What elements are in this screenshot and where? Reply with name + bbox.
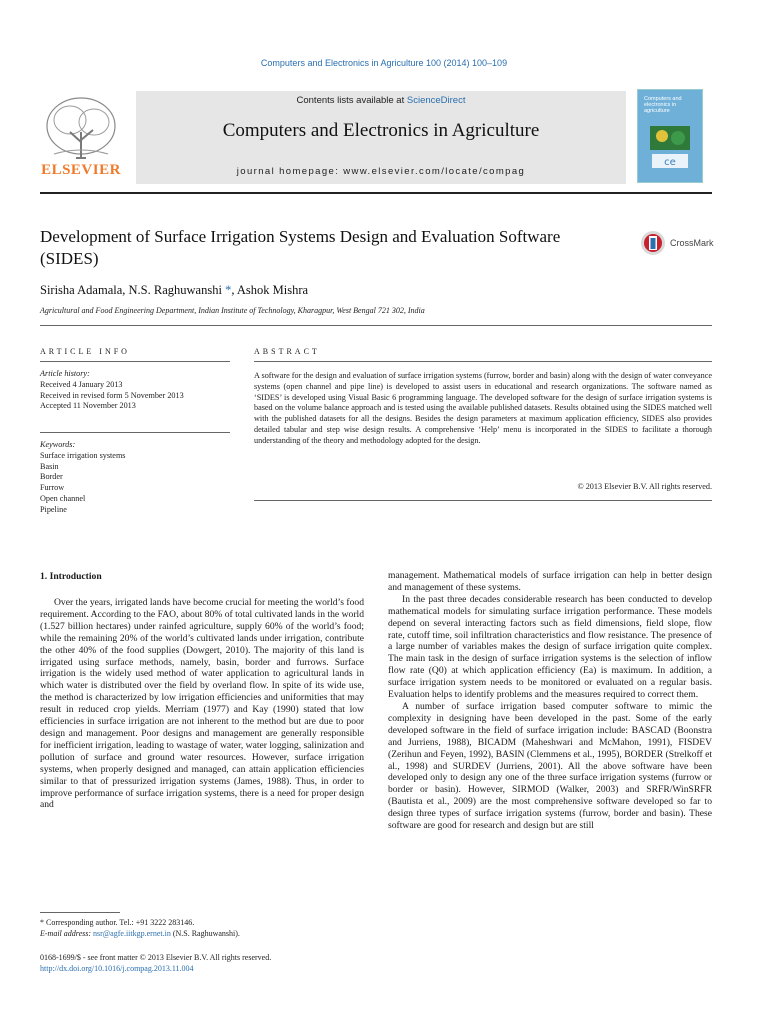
abstract-rule-bottom xyxy=(254,500,712,501)
front-matter-line: 0168-1699/$ - see front matter © 2013 Elsevier B.V. All rights reserved. xyxy=(40,953,272,962)
keyword-item: Furrow xyxy=(40,483,65,493)
abstract-heading: ABSTRACT xyxy=(254,347,320,356)
corresponding-author-note: * Corresponding author. Tel.: +91 3222 283146. xyxy=(40,918,195,927)
keywords xyxy=(40,440,230,516)
crossmark-icon[interactable] xyxy=(640,230,666,256)
journal-cover-thumbnail[interactable] xyxy=(637,89,703,183)
affiliation: Agricultural and Food Engineering Department, Indian Institute of Technology, Kharagpur, West Bengal 721 302, India xyxy=(40,306,425,315)
history-label: Article history: xyxy=(40,369,90,378)
contents-prefix: Contents lists available at xyxy=(296,95,407,106)
sciencedirect-link[interactable]: ScienceDirect xyxy=(406,95,466,106)
keywords-rule xyxy=(40,432,230,433)
intro-paragraph-3: In the past three decades considerable research has been conducted to develop mathematical models for simulating surface irrigation performance. These models depend on several interacting factors such as field dimensions, field slope, flow rate, cutoff time, soil infiltration characteristics and flow resistance. The presence of a large number of variables makes the design of surface irrigation quite complex. The main task in the design of surface irrigation systems is the selection of inflow flow rate (Q0) at which application efficiency (Ea) is maximum. In addition, a surface irrigation system needs to be monitored or evaluated on a regular basis. Evaluation helps to identify problems and the measures required to correct them. xyxy=(388,593,712,701)
journal-title: Computers and Electronics in Agriculture xyxy=(222,120,540,141)
section-heading-introduction: 1. Introduction xyxy=(40,571,102,582)
abstract-copyright: © 2013 Elsevier B.V. All rights reserved. xyxy=(577,482,712,491)
email-label: E-mail address: xyxy=(40,929,94,938)
elsevier-wordmark: ELSEVIER xyxy=(41,162,121,178)
journal-homepage[interactable]: journal homepage: www.elsevier.com/locate/compag xyxy=(236,166,526,177)
cover-artwork-icon xyxy=(646,122,694,174)
body-left-column xyxy=(40,597,364,811)
keywords-label: Keywords: xyxy=(40,440,76,449)
contents-line xyxy=(136,95,626,106)
keyword-item: Basin xyxy=(40,461,59,471)
intro-paragraph-2: management. Mathematical models of surface irrigation can help in better design and management of these systems. xyxy=(388,570,712,593)
intro-paragraph-4: A number of surface irrigation based computer software to mimic the complexity in designing have been developed in the past. Some of the early developed software in the field of surface irrigation include: BASCAD (Boonstra and Jurriens, 1988), BICADM (Maheshwari and McMahon, 1991), FISDEV (Zerihun and Feyen, 1992), BASIN (Clemmens et al., 1995), BORDER (Strelkoff et al., 1998) and SURDEV (Jurriens, 2001). All the above software have been developed only to design any one of the three surface irrigation systems (furrow or border or basin). However, SIRMOD (Walker, 2003) and SRFR/WinSRFR (Bautista et al., 2009) are the most comprehensive software developed so far to design three types of surface irrigation systems (furrow, border and basin). These software are good for research and design but are still xyxy=(388,700,712,832)
article-history xyxy=(40,369,230,412)
cover-title: Computers and electronics in agriculture xyxy=(644,96,682,114)
history-revised: Received in revised form 5 November 2013 xyxy=(40,390,184,400)
authors-primary: Sirisha Adamala, N.S. Raghuwanshi xyxy=(40,283,222,297)
keyword-item: Pipeline xyxy=(40,504,67,514)
article-info-heading: ARTICLE INFO xyxy=(40,347,130,356)
email-suffix: (N.S. Raghuwanshi). xyxy=(170,929,240,938)
svg-text:ce: ce xyxy=(664,157,676,168)
corresponding-footnote xyxy=(40,917,360,939)
masthead-rule xyxy=(40,192,712,194)
footnote-rule xyxy=(40,912,120,913)
crossmark-label[interactable]: CrossMark xyxy=(670,238,714,248)
authors xyxy=(40,283,308,298)
abstract-text: A software for the design and evaluation of surface irrigation systems (furrow, border and basin) along with the design of water conveyance systems (open channel and pipe line) is developed to assist users in educational and research organizations. The software named as ‘SIDES’ is developed using Visual Basic 6 programming language. The developed software for the design of surface irrigation systems is based on the volume balance approach and is tested using the available published datasets. Results obtained using the SIDES matched well with the published datasets for all the designs. Besides the design parameters at maximum application efficiency, SIDES also provides detailed tabular and step wise design results. A comprehensive ‘Help’ menu is incorporated in the SIDES to facilitate a thorough understanding of the theory and methodology adopted for the design. xyxy=(254,371,712,445)
doi-link[interactable]: http://dx.doi.org/10.1016/j.compag.2013.11.004 xyxy=(40,964,194,973)
journal-reference[interactable]: Computers and Electronics in Agriculture 100 (2014) 100–109 xyxy=(260,58,508,68)
article-info-rule xyxy=(40,361,230,362)
authors-secondary: , Ashok Mishra xyxy=(231,283,309,297)
history-received: Received 4 January 2013 xyxy=(40,379,123,389)
keyword-item: Surface irrigation systems xyxy=(40,450,126,460)
affiliation-rule xyxy=(40,325,712,326)
front-matter-footer xyxy=(40,952,440,974)
intro-paragraph-1: Over the years, irrigated lands have become crucial for meeting the world’s food requirement. According to the FAO, about 80% of total cultivated lands in the world (1.527 billion hectares) under rainfed agriculture, supply 60% of the world’s food; while the remaining 20% of the world’s cultivated lands under irrigation, contribute the other 40% of the food supplies (Dowgert, 2010). The majority of this land is irrigated using surface methods, namely, basin, border and furrows. Surface irrigation is the widely used method of water application to agricultural lands in which water is distributed over the field by overland flow. In spite of its wide use, the method is characterized by low irrigation efficiencies and uniformities that may result in reduced crop yields. Merriam (1977) and Kay (1990) stated that low efficiencies in surface irrigation are not inherent to the method but are due to poor design and management. Poor designs and management are generally responsible for inefficient irrigation, leading to wastage of water, water logging, salinization and pollution of surface and ground water resources. However, surface irrigation systems, when properly designed and managed, can attain application efficiencies similar to that of pressurized irrigation systems (James, 1988). Thus, in order to improve performance of surface irrigation systems, there is a need for proper design and xyxy=(40,597,364,811)
keyword-item: Border xyxy=(40,472,63,482)
article-title: Development of Surface Irrigation Systems Design and Evaluation Software (SIDES) xyxy=(40,227,561,268)
body-right-column xyxy=(388,570,712,832)
corresponding-author-mark[interactable]: * xyxy=(225,283,232,297)
email-link[interactable]: nsr@agfe.iitkgp.ernet.in xyxy=(93,929,171,938)
history-accepted: Accepted 11 November 2013 xyxy=(40,401,136,411)
keyword-item: Open channel xyxy=(40,493,86,503)
abstract-rule-top xyxy=(254,361,712,362)
